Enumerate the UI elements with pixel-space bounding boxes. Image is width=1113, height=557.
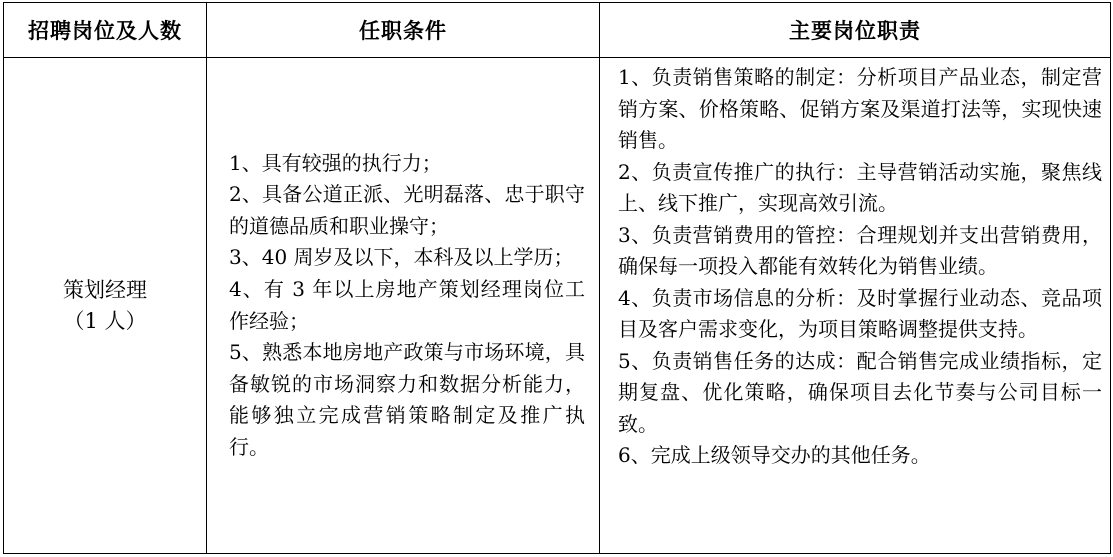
header-position: 招聘岗位及人数	[4, 3, 207, 58]
header-requirements: 任职条件	[207, 3, 600, 58]
position-count: （1 人）	[63, 308, 147, 333]
header-row	[4, 3, 1111, 58]
position-cell	[4, 58, 207, 554]
duty-item: 1、负责销售策略的制定：分析项目产品业态，制定营销方案、价格策略、促销方案及渠道打法等，实现快速销售。	[618, 65, 1102, 152]
duty-item: 2、负责宣传推广的执行：主导营销活动实施，聚焦线上、线下推广，实现高效引流。	[618, 159, 1102, 215]
duty-item: 6、完成上级领导交办的其他任务。	[618, 443, 931, 467]
recruitment-table	[3, 2, 1111, 554]
requirements-cell	[207, 58, 600, 554]
requirement-item: 5、熟悉本地房地产政策与市场环境，具备敏锐的市场洞察力和数据分析能力，能够独立完成营销策略制定及推广执行。	[229, 340, 585, 459]
position-title: 策划经理	[63, 277, 147, 302]
requirement-item: 2、具备公道正派、光明磊落、忠于职守的道德品质和职业操守；	[229, 182, 585, 238]
duty-item: 4、负责市场信息的分析：及时掌握行业动态、竞品项目及客户需求变化，为项目策略调整提供支持。	[618, 285, 1102, 341]
duties-cell	[600, 58, 1111, 554]
requirement-item: 3、40 周岁及以下，本科及以上学历；	[229, 245, 574, 270]
table-row	[4, 58, 1111, 554]
duty-item: 3、负责营销费用的管控：合理规划并支出营销费用，确保每一项投入都能有效转化为销售业绩。	[618, 222, 1102, 278]
requirement-item: 1、具有较强的执行力；	[229, 150, 442, 175]
duty-item: 5、负责销售任务的达成：配合销售完成业绩指标，定期复盘、优化策略，确保项目去化节奏与公司目标一致。	[618, 348, 1102, 436]
header-duties: 主要岗位职责	[600, 3, 1111, 58]
requirement-item: 4、有 3 年以上房地产策划经理岗位工作经验；	[229, 276, 585, 333]
